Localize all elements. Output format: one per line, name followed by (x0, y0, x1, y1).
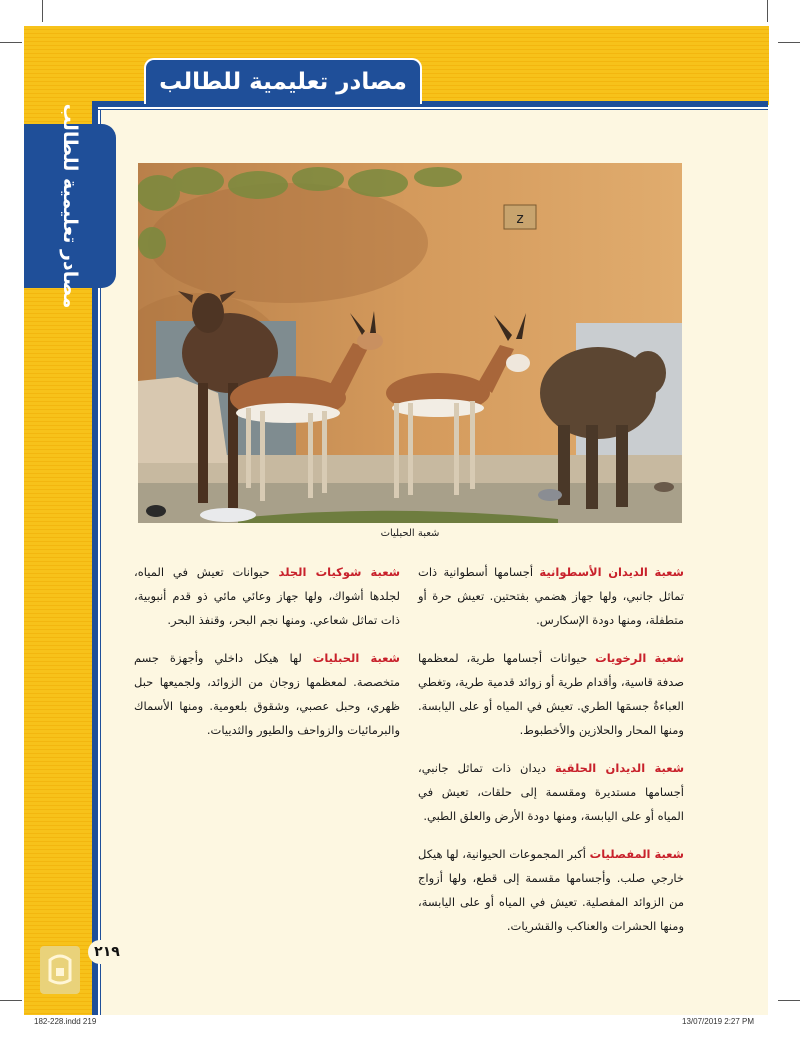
paragraph-text: حيوانات أجسامها طرية، لمعظمها صدفة قاسية، وأقدام طرية أو زوائد قدمية طرية، وتغطي العباءةُ جسمَها الطري. تعيش في المياه أو على اليابسة. ومنها المحار والحلازين والأخطبوط. (418, 651, 684, 737)
paragraph-text: أجسامها أسطوانية ذات تماثل جانبي، ولها جهاز هضمي بفتحتين. تعيش حرة أو متطفلة، ومنها دودة الإسكارس. (418, 565, 684, 627)
figure-caption: شعبة الحبليات (380, 528, 440, 539)
paragraph-text: ديدان ذات تماثل جانبي، أجسامها مستديرة ومقسمة إلى حلقات، تعيش في المياه أو على اليابسة، ومنها دودة الأرض والعلق الطبي. (418, 761, 684, 823)
crop-mark (0, 1000, 22, 1001)
page-title-tab (144, 58, 422, 104)
publisher-logo-icon (40, 946, 80, 994)
crop-mark (778, 42, 800, 43)
text-column-left (134, 560, 400, 756)
paragraph-text: حيوانات تعيش في المياه، لجلدها أشواك، ولها جهاز وعائي مائي ذو قدم أنبوبية، ذات تماثل شعاعي. ومنها نجم البحر، وقنفذ البحر. (134, 565, 400, 627)
crop-mark (0, 42, 22, 43)
svg-text:z: z (516, 211, 524, 227)
term-echinoderms: شعبة شوكيات الجلد (278, 565, 401, 579)
crop-mark (778, 1000, 800, 1001)
term-mollusks: شعبة الرخويات (595, 651, 685, 665)
footer-file-name: 182-228.indd 219 (34, 1017, 97, 1026)
page-title: مصادر تعليمية للطالب (159, 69, 407, 95)
footer-timestamp: 13/07/2019 2:27 PM (682, 1017, 755, 1026)
chordates-photo (138, 163, 682, 523)
antelopes-image (138, 163, 682, 523)
crop-mark (767, 0, 768, 22)
side-tab-label: مصادر تعليمية للطالب (59, 103, 81, 309)
term-annelids: شعبة الديدان الحلقية (555, 761, 684, 775)
paragraph-annelids (418, 756, 684, 828)
paragraph-chordates (134, 646, 400, 742)
paragraph-arthropods (418, 842, 684, 938)
page-number: ٢١٩ (88, 940, 126, 964)
blue-rule-top-thin (92, 109, 768, 110)
paragraph-echinoderms (134, 560, 400, 632)
paragraph-nematodes (418, 560, 684, 632)
term-arthropods: شعبة المفصليات (589, 847, 684, 861)
term-nematodes: شعبة الديدان الأسطوانية (539, 565, 684, 579)
text-column-right (418, 560, 684, 952)
term-chordates: شعبة الحبليات (312, 651, 400, 665)
paragraph-mollusks (418, 646, 684, 742)
paragraph-text: لها هيكل داخلي وأجهزة جسم متخصصة. لمعظمها زوجان من الزوائد، ولجميعها حبل ظهري، وحبل عصبي، وشقوق بلعومية. ومنها الأسماك والبرمائيات والزواحف والطيور والثدييات. (134, 651, 400, 737)
paragraph-text: أكبر المجموعات الحيوانية، لها هيكل خارجي صلب. وأجسامها مقسمة إلى قطع، ولها أزواج من الزوائد المفصلية. تعيش في المياه أو على اليابسة، ومنها الحشرات والعناكب والقشريات. (418, 847, 684, 933)
crop-mark (42, 0, 43, 22)
